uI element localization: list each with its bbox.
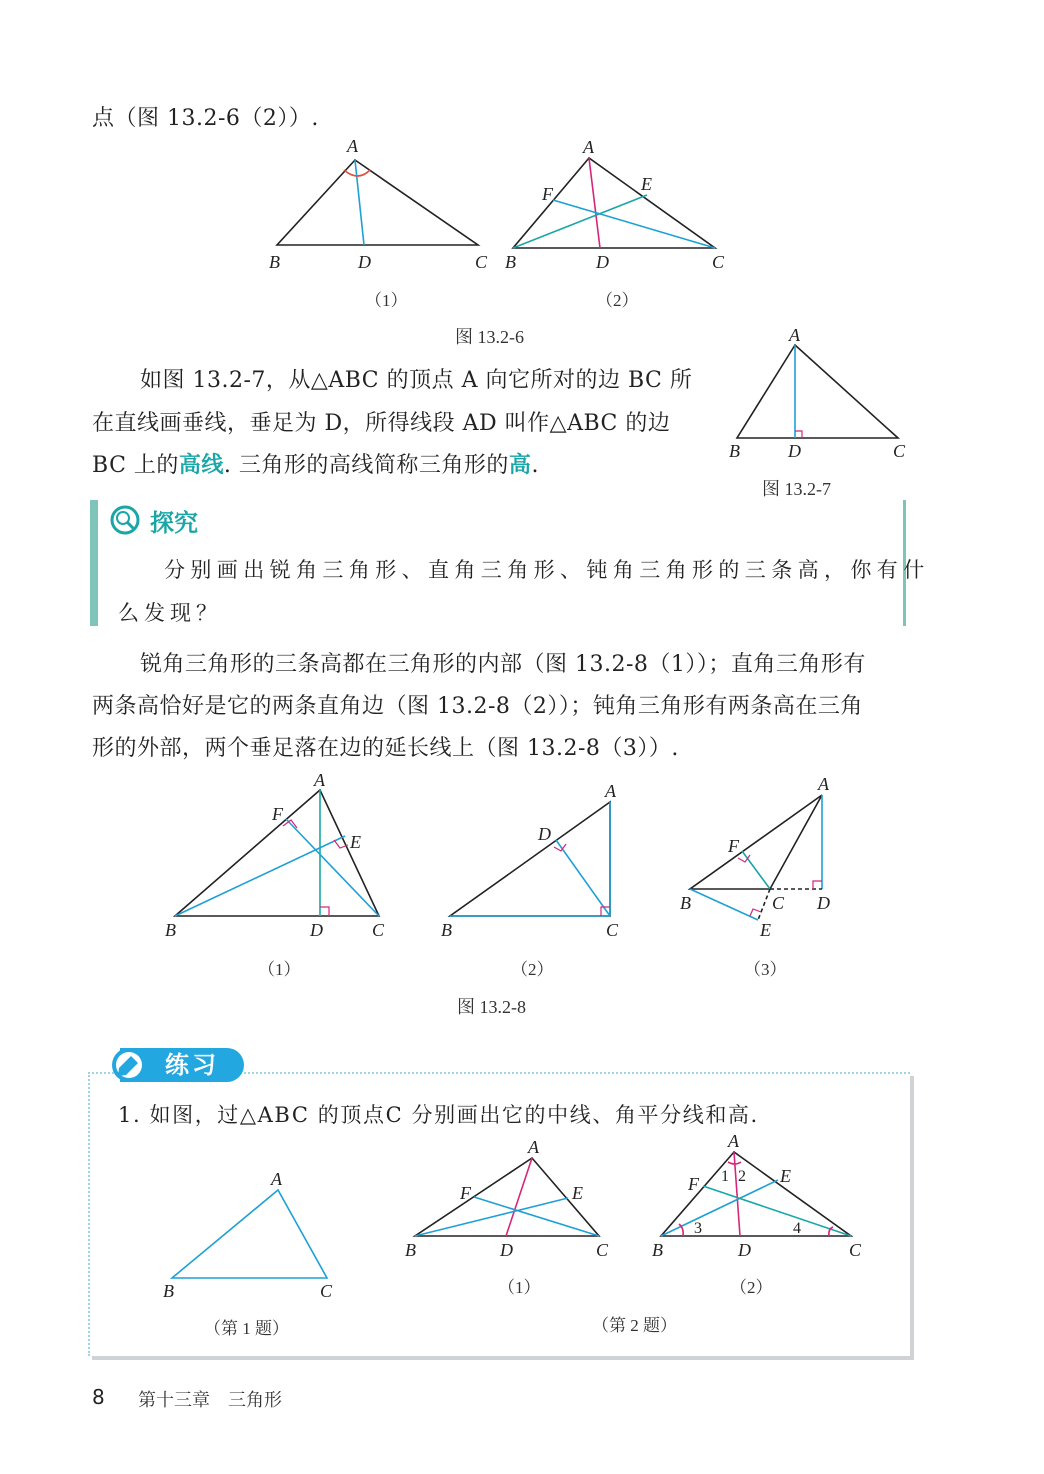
fig6-sub1: （1） [365, 291, 408, 310]
fig8-caption: 图 13.2-8 [457, 997, 526, 1017]
label-a: A [314, 770, 325, 790]
exercise-fig2-sub1: （1） [498, 1278, 541, 1297]
fig7-caption: 图 13.2-7 [762, 479, 831, 499]
text-line-top: 点（图 13.2-6（2））. [92, 106, 319, 131]
label-b: B [505, 252, 516, 272]
term-height: 高 [508, 453, 532, 478]
label-b: B [729, 441, 740, 461]
exercise-fig2-caption: （第 2 题） [592, 1316, 677, 1335]
label-d: D [788, 441, 801, 461]
label-b: B [680, 893, 691, 913]
exercise-fig1-caption: （第 1 题） [204, 1319, 289, 1338]
label-d: D [596, 252, 609, 272]
label-c: C [320, 1281, 333, 1301]
label-c: C [596, 1240, 609, 1260]
label-f: F [272, 804, 283, 824]
label-b: B [163, 1281, 174, 1301]
label-c: C [849, 1240, 862, 1260]
fig8-sub3: （3） [744, 960, 787, 979]
term-height-line: 高线 [178, 453, 224, 478]
angle-number-2: 2 [738, 1168, 746, 1185]
label-f: F [688, 1174, 699, 1194]
angle-number-1: 1 [721, 1168, 729, 1185]
label-b: B [165, 920, 176, 940]
label-e: E [572, 1183, 583, 1203]
explore-line2: 么发现？ [118, 601, 222, 625]
label-e: E [760, 920, 771, 940]
page-number: 8 [92, 1385, 105, 1409]
label-e: E [641, 174, 652, 194]
bisector-be [661, 1180, 778, 1236]
label-d: D [500, 1240, 513, 1260]
label-a: A [583, 137, 594, 157]
label-a: A [605, 781, 616, 801]
label-a: A [271, 1169, 282, 1189]
label-f: F [542, 184, 553, 204]
label-c: C [606, 920, 619, 940]
triangle-abc [661, 1152, 851, 1236]
para1-line1: 如图 13.2-7，从△ABC 的顶点 A 向它所对的边 BC 所 [140, 368, 693, 393]
chapter-title: 第十三章 三角形 [138, 1390, 282, 1411]
fig8-sub1: （1） [258, 960, 301, 979]
para1-line3-b: . 三角形的高线简称三角形的 [223, 453, 509, 478]
label-d: D [538, 824, 551, 844]
label-d: D [310, 920, 323, 940]
label-b: B [652, 1240, 663, 1260]
label-d: D [738, 1240, 751, 1260]
fig8-sub2: （2） [511, 960, 554, 979]
para1-line3-c: . [531, 453, 539, 478]
explore-title: 探究 [150, 509, 198, 537]
label-d: D [358, 252, 371, 272]
exercise-title: 练习 [165, 1051, 219, 1079]
para1-line3-a: BC 上的 [92, 453, 179, 478]
para2-line1: 锐角三角形的三条高都在三角形的内部（图 13.2-8（1））；直角三角形有 [140, 652, 866, 677]
angle-number-3: 3 [694, 1220, 702, 1237]
label-b: B [441, 920, 452, 940]
label-e: E [350, 832, 361, 852]
label-d: D [817, 893, 830, 913]
label-b: B [405, 1240, 416, 1260]
label-a: A [347, 136, 358, 156]
label-f: F [728, 836, 739, 856]
label-a: A [789, 325, 800, 345]
angle-number-4: 4 [793, 1220, 801, 1237]
label-e: E [780, 1166, 791, 1186]
para1-line2: 在直线画垂线，垂足为 D，所得线段 AD 叫作△ABC 的边 [92, 411, 671, 436]
fig6-caption: 图 13.2-6 [455, 327, 524, 347]
label-c: C [712, 252, 725, 272]
label-f: F [460, 1183, 471, 1203]
label-c: C [893, 441, 906, 461]
para2-line2: 两条高恰好是它的两条直角边（图 13.2-8（2））；钝角三角形有两条高在三角 [92, 694, 863, 719]
label-a: A [728, 1131, 739, 1151]
bisector-cf [703, 1186, 851, 1236]
fig6-sub2: （2） [596, 291, 639, 310]
explore-line1: 分别画出锐角三角形、直角三角形、钝角三角形的三条高，你有什 [164, 558, 930, 582]
label-c: C [772, 893, 785, 913]
label-c: C [475, 252, 488, 272]
exercise-fig2-sub2: （2） [730, 1278, 773, 1297]
exercise-q1: 1. 如图，过△ABC 的顶点C 分别画出它的中线、角平分线和高. [118, 1103, 759, 1127]
label-a: A [528, 1137, 539, 1157]
para2-line3: 形的外部，两个垂足落在边的延长线上（图 13.2-8（3））. [92, 736, 679, 761]
label-b: B [269, 252, 280, 272]
label-a: A [818, 774, 829, 794]
label-c: C [372, 920, 385, 940]
